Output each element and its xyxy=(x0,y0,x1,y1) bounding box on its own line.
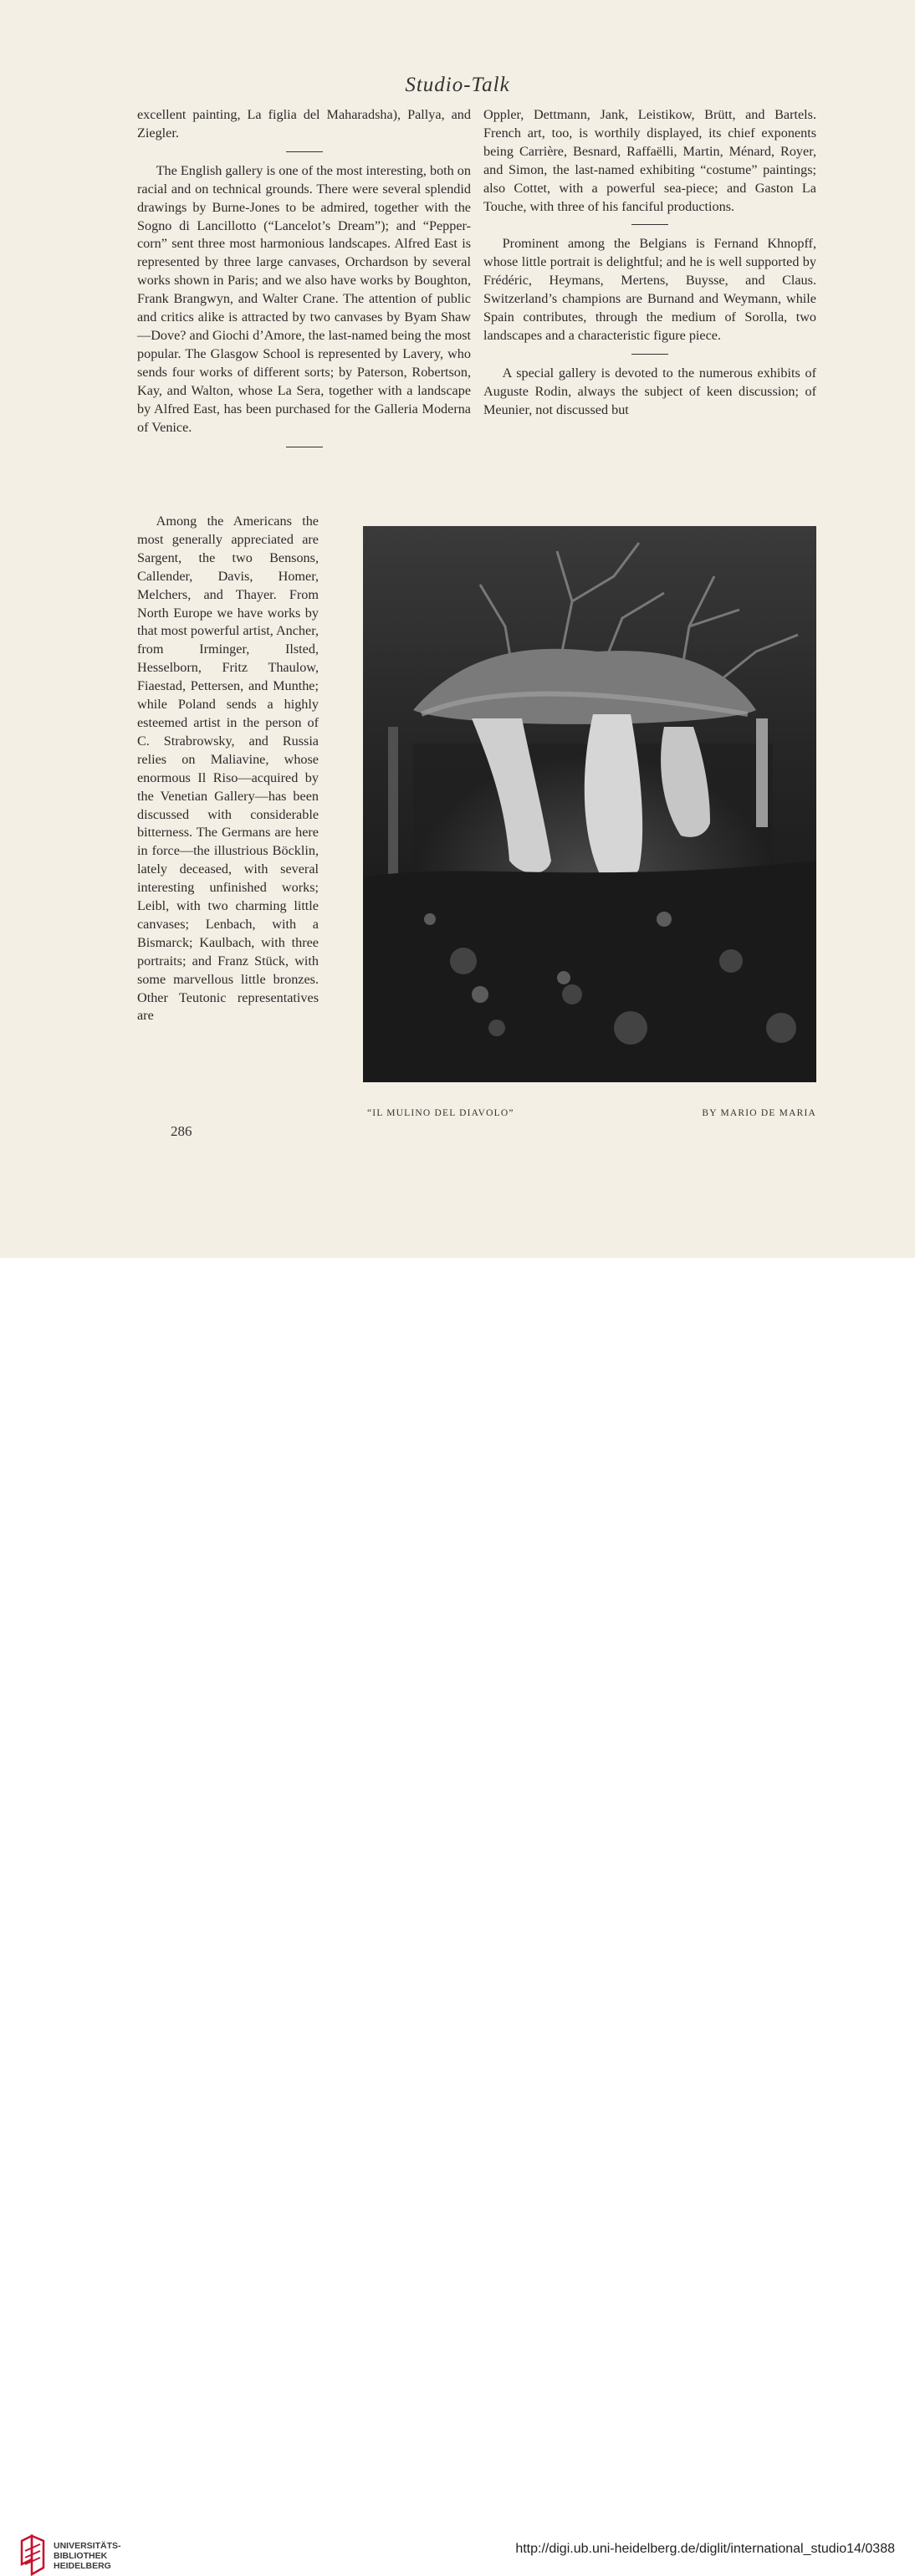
left-column-narrow xyxy=(137,513,319,1025)
paragraph: excellent painting, La figlia del Maharadsha), Pallya, and Ziegler. xyxy=(137,107,471,141)
right-column xyxy=(483,106,816,420)
left-column-top xyxy=(137,106,471,457)
page-number: 286 xyxy=(171,1123,192,1139)
figure-caption-credit: BY MARIO DE MARIA xyxy=(702,1108,816,1118)
library-name: UNIVERSITÄTS- BIBLIOTHEK HEIDELBERG xyxy=(54,2541,121,2571)
figure-caption-title: “IL MULINO DEL DIAVOLO” xyxy=(367,1108,514,1118)
paragraph: The English gallery is one of the most interesting, both on racial and on technical grounds. There were several splendid drawings by Burne-Jones to be admired, together with the Sogno di Lancillotto (“Lancelot’s Dream”); and “Pepper-corn” sent three most harmonious landscapes. Alfred East is represented by three large canvases, Orchardson by several works shown in Paris; and we also have works by Boughton, Frank Brangwyn, and Walter Crane. The attention of public and critics alike is attracted by two canvases by Byam Shaw—Dove? and Giochi d’Amore, the last-named being the most popular. The Glasgow School is represented by Lavery, who sends four works of different sorts; by Paterson, Robertson, Kay, and Walton, whose La Sera, together with a landscape by Alfred East, has been purchased for the Galleria Moderna of Venice. xyxy=(137,162,471,435)
section-divider xyxy=(286,151,323,152)
mill-painting-image xyxy=(363,526,816,1082)
paragraph: Prominent among the Belgians is Fernand Khnopff, whose little portrait is delightful; and he is well supported by Frédéric, Heymans, Mertens, Buysse, and Claus. Switzerland’s champions are Burnand and Weymann, while Spain contributes, through the medium of Sorolla, two landscapes and a characteristic figure piece. xyxy=(483,236,816,343)
paragraph: A special gallery is devoted to the numerous exhibits of Auguste Rodin, always the subject of keen discussion; of Meunier, not discussed but xyxy=(483,365,816,417)
scanned-page xyxy=(0,0,915,1258)
section-divider xyxy=(631,354,668,355)
section-divider xyxy=(631,224,668,225)
digitization-footer xyxy=(0,1258,915,2571)
permalink-url[interactable]: http://digi.ub.uni-heidelberg.de/diglit/international_studio14/0388 xyxy=(515,2542,895,2556)
paragraph: Oppler, Dettmann, Jank, Leistikow, Brütt, and Bartels. French art, too, is worthily displayed, its chief exponents being Carrière, Besnard, Raffaëlli, Martin, Ménard, Royer, and Simon, the last-named exhibiting “costume” paintings; also Cottet, with a powerful sea-piece; and Gaston La Touche, with three of his fanciful productions. xyxy=(483,107,816,214)
university-library-logo-icon xyxy=(20,2534,45,2576)
running-header: Studio-Talk xyxy=(405,74,510,96)
painting-illustration xyxy=(363,526,816,1082)
paragraph: Among the Americans the most generally appreciated are Sargent, the two Bensons, Callender, Davis, Homer, Melchers, and Thayer. From North Europe we have works by that most powerful artist, Ancher, from Irminger, Ilsted, Hesselborn, Fritz Thaulow, Fiaestad, Pettersen, and Munthe; while Poland sends a highly esteemed artist in the person of C. Strabrowsky, and Russia relies on Maliavine, whose enormous Il Riso—acquired by the Venetian Gallery—has been discussed with considerable bitterness. The Germans are here in force—the illustrious Böcklin, lately deceased, with several interesting unfinished works; Leibl, with two charming little canvases; Lenbach, with a Bismarck; Kaulbach, with three portraits; and Franz Stück, with some marvellous little bronzes. Other Teutonic representatives are xyxy=(137,514,319,1024)
